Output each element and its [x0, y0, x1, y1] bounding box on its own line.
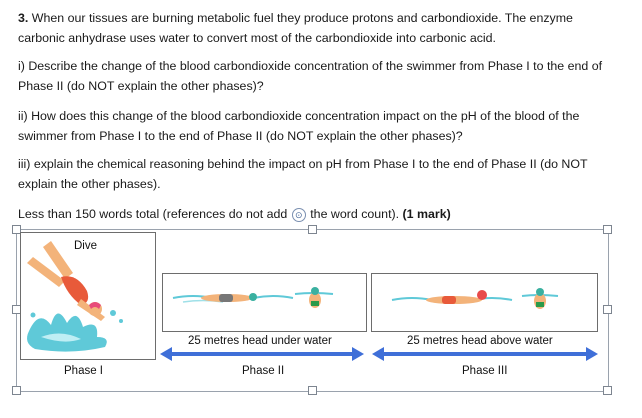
double-arrow-phase-ii	[160, 347, 364, 361]
above-water-label: 25 metres head above water	[407, 335, 553, 347]
under-water-label: 25 metres head under water	[188, 335, 332, 347]
question-intro	[18, 8, 623, 48]
resize-handle-tm[interactable]	[308, 225, 317, 234]
word-limit-text-b: the word count).	[310, 207, 400, 221]
diver-illustration	[21, 233, 153, 357]
word-limit-line	[18, 207, 451, 222]
question-part-i: i) Describe the change of the blood carbondioxide concentration of the swimmer from Phase I to the end of Phase II (do NOT explain the other phases)?	[18, 59, 603, 93]
distance-arrows	[160, 347, 600, 361]
question-intro-text: When our tissues are burning metabolic fuel they produce protons and carbondioxide. The enzyme carbonic anhydrase uses water to convert most of the carbondioxide into carbonic acid.	[18, 11, 573, 45]
surface-swimmer-illustration	[372, 274, 595, 329]
phase-label-i: Phase I	[64, 365, 103, 377]
resize-handle-bm[interactable]	[308, 386, 317, 395]
dive-label: Dive	[74, 240, 98, 252]
word-limit-text-a: Less than 150 words total (references do not add	[18, 207, 288, 221]
resize-handle-mr[interactable]	[603, 305, 612, 314]
marks-label: (1 mark)	[402, 207, 451, 221]
phase-label-iii: Phase III	[462, 365, 508, 377]
resize-handle-tr[interactable]	[603, 225, 612, 234]
anchor-icon: ⊙	[292, 208, 306, 222]
resize-handle-br[interactable]	[603, 386, 612, 395]
phase-label-ii: Phase II	[242, 365, 285, 377]
underwater-swimmer-illustration	[163, 274, 364, 329]
question-number: 3.	[18, 11, 29, 25]
double-arrow-phase-iii	[372, 347, 598, 361]
resize-handle-bl[interactable]	[12, 386, 21, 395]
question-part-iii: iii) explain the chemical reasoning behind the impact on pH from Phase I to the end of Phase II (do NOT explain the other phases).	[18, 157, 588, 191]
question-part-ii: ii) How does this change of the blood carbondioxide concentration impact on the pH of the blood of the swimmer from Phase I to the end of Phase II (do NOT explain the other phases)?	[18, 109, 580, 143]
